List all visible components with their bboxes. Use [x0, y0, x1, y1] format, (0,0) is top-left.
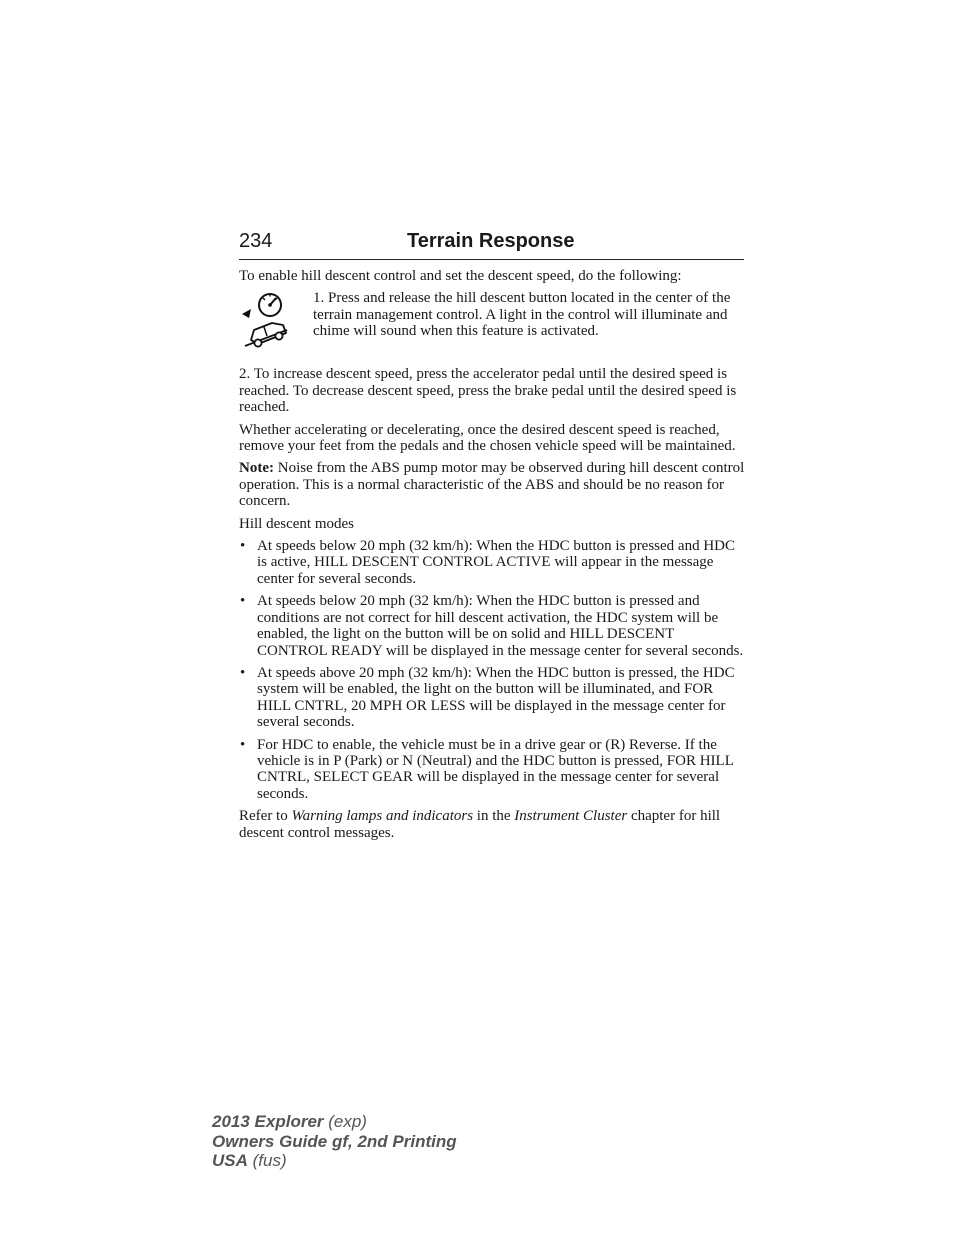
- note-text: Noise from the ABS pump motor may be observed during hill descent control operation. This is a normal characteristic of the ABS and should be no reason for concern.: [239, 460, 745, 510]
- bullet: •: [240, 538, 246, 555]
- list-item: [239, 665, 745, 731]
- list-item-text: For HDC to enable, the vehicle must be in a drive gear or (R) Reverse. If the vehicle is in P (Park) or N (Neutral) and the HDC button is pressed, FOR HILL CNTRL, SELECT GEAR will be displayed in the message center for several seconds.: [257, 736, 734, 802]
- bullet: •: [240, 593, 246, 610]
- bullet: •: [240, 736, 246, 753]
- footer-line-3: [212, 1151, 457, 1171]
- instrument-cluster-reference: Instrument Cluster: [514, 808, 628, 825]
- list-item: [239, 538, 745, 587]
- footer-line-2: [212, 1132, 457, 1152]
- step-1-text: 1. Press and release the hill descent button located in the center of the terrain management control. A light in the control will illuminate and chime will sound when this feature is activated.: [313, 290, 731, 340]
- step-1-block: [239, 290, 745, 352]
- footer-market: USA: [212, 1151, 248, 1170]
- bullet: •: [240, 664, 246, 681]
- page-content: [239, 268, 745, 847]
- list-item-text: At speeds below 20 mph (32 km/h): When the HDC button is pressed and HDC is active, HILL DESCENT CONTROL ACTIVE will appear in the message center for several seconds.: [257, 538, 736, 587]
- footer-guide: Owners Guide gf, 2nd Printing: [212, 1131, 457, 1151]
- maintain-speed-paragraph: Whether accelerating or decelerating, once the desired descent speed is reached, remove your feet from the pedals and the chosen vehicle speed will be maintained.: [239, 421, 736, 455]
- note-label: Note:: [239, 460, 274, 477]
- refer-paragraph: [239, 808, 745, 841]
- step-2-paragraph: 2. To increase descent speed, press the accelerator pedal until the desired speed is reached. To decrease descent speed, press the brake pedal until the desired speed is reached.: [239, 366, 737, 416]
- list-item-text: At speeds above 20 mph (32 km/h): When the HDC button is pressed, the HDC system will be enabled, the light on the button will be illuminated, and FOR HILL CNTRL, 20 MPH OR LESS will be displayed in the message center for several seconds.: [257, 664, 735, 731]
- chapter-title: Terrain Response: [407, 230, 575, 252]
- modes-list: [239, 538, 745, 802]
- footer-line-1: [212, 1112, 457, 1132]
- modes-heading: Hill descent modes: [239, 515, 354, 532]
- intro-paragraph: To enable hill descent control and set the descent speed, do the following:: [239, 268, 682, 284]
- footer-model: 2013 Explorer: [212, 1112, 324, 1131]
- list-item-text: At speeds below 20 mph (32 km/h): When the HDC button is pressed and conditions are not correct for hill descent activation, the HDC system will be enabled, the light on the button will be on solid and HILL DESCENT CONTROL READY will be displayed in the message center for several seconds.: [257, 593, 744, 659]
- page-footer: [212, 1112, 457, 1171]
- footer-market-code: (fus): [247, 1151, 287, 1170]
- list-item: [239, 593, 745, 659]
- page-number: 234: [239, 230, 273, 252]
- page-header: [239, 228, 744, 260]
- footer-model-code: (exp): [323, 1112, 367, 1131]
- warning-lamps-reference: Warning lamps and indicators: [291, 808, 474, 825]
- list-item: [239, 737, 745, 803]
- refer-prefix: Refer to: [239, 808, 292, 825]
- refer-middle: in the: [473, 808, 515, 825]
- note-paragraph: [239, 460, 745, 509]
- refer-suffix: chapter for hill descent control messages.: [239, 808, 721, 841]
- hill-descent-icon: [239, 292, 289, 352]
